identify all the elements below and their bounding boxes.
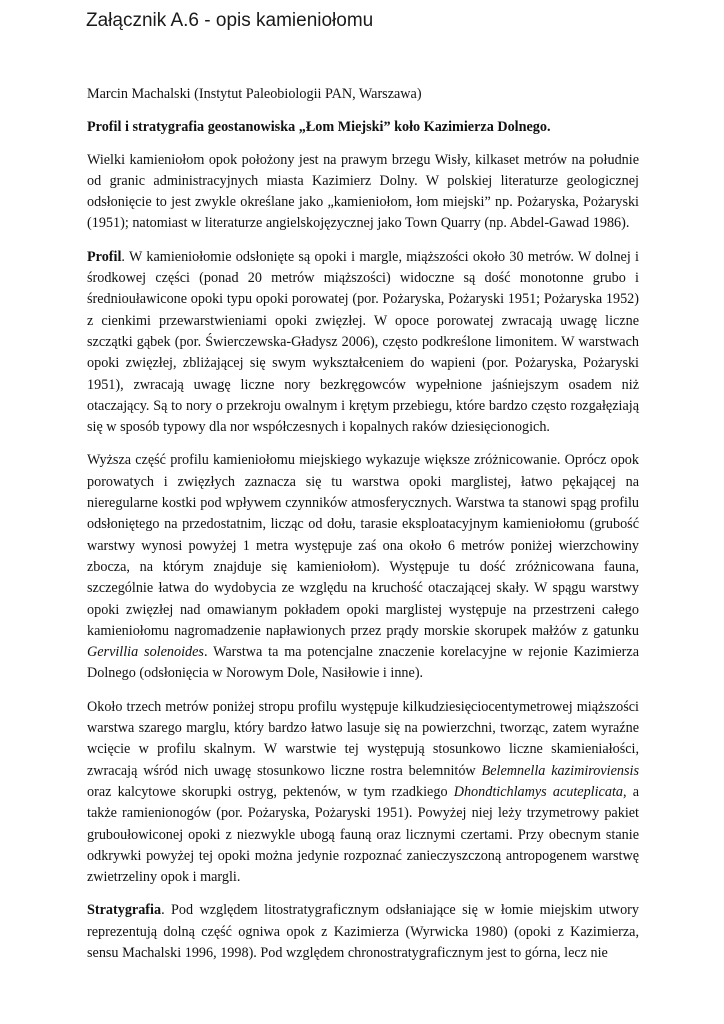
species-name: Dhondtichlamys acuteplicata [453,783,623,800]
paragraph-text: Około trzech metrów poniżej stropu profilu występuje kilkudziesięciocentymetrowej miąższości warstwa szarego marglu, który bardzo łatwo lasuje się na powierzchni, tworząc, zatem wyraźne wcięcie w profilu skalnym. W warstwie tej występują stosunkowo liczne skamieniałości, zwracają wśród nich uwagę stosunkowo liczne rostra belemnitów [87,698,639,779]
document-body [87,84,639,976]
species-name: Belemnella kazimiroviensis [481,762,639,779]
paragraph-marl-layer [87,697,639,889]
paragraph-text: . Warstwa ta ma potencjalne znaczenie korelacyjne w rejonie Kazimierza Dolnego (odsłonięcia w Norowym Dole, Nasiłowie i inne). [87,644,640,682]
paragraph-text: oraz kalcytowe skorupki ostryg, pektenów, w tym rzadkiego [87,783,454,800]
paragraph-upper-profile [87,450,639,684]
species-name: Gervillia solenoides [87,644,204,661]
author-line: Marcin Machalski (Instytut Paleobiologii PAN, Warszawa) [87,86,422,102]
section-lead-stratygrafia: Stratygrafia [87,902,162,919]
paragraph-text: Wyższa część profilu kamieniołomu miejskiego wykazuje większe zróżnicowanie. Oprócz opok porowatych i zwięzłych zaznacza się tu warstwa opoki marglistej, łatwo pękającej na nieregularne kostki pod wpływem czynników atmosferycznych. Warstwa ta stanowi spąg profilu odsłoniętego na przedostatnim, licząc od dołu, tarasie eksploatacyjnym kamieniołomu (grubość warstwy wynosi powyżej 1 metra występuje zaś ona około 6 metrów poniżej wierzchowiny zbocza, na którym znajduje się kamieniołom). Występuje tu dość zróżnicowana fauna, szczególnie łatwa do wydobycia ze względu na kruchość otaczającej skały. W spągu warstwy opoki zwięzłej nad omawianym pokładem opoki marglistej występuje na przestrzeni całego kamieniołomu nagromadzenie napławionych przez prądy morskie skorupek małżów z gatunku [87,452,639,639]
paragraph-profil [87,247,639,439]
section-lead-profil: Profil [87,248,122,265]
appendix-header: Załącznik A.6 - opis kamieniołomu [86,10,374,31]
document-title: Profil i stratygrafia geostanowiska „Łom Miejski” koło Kazimierza Dolnego. [87,119,551,136]
paragraph-text: Wielki kamieniołom opok położony jest na prawym brzegu Wisły, kilkaset metrów na południe od granic administracyjnych miasta Kazimierz Dolny. W polskiej literaturze geologicznej odsłonięcie to jest zwykle określane jako „kamieniołom, łom miejski” np. Pożaryska, Pożaryski (1951); natomiast w literaturze angielskojęzycznej jako Town Quarry (np. Abdel-Gawad 1986). [87,151,639,232]
paragraph-text: . W kamieniołomie odsłonięte są opoki i margle, miąższości około 30 metrów. W dolnej i środkowej części (ponad 20 metrów miąższości) widoczne są dość monotonne grubo i średniouławicone opoki typu opoki porowatej (por. Pożaryska, Pożaryski 1951; Pożaryska 1952) z cienkimi przewarstwieniami opoki zwięzłej. W opoce porowatej zwracają uwagę liczne szczątki gąbek (por. Świerczewska-Gładysz 2006), często podkreślone limonitem. W warstwach opoki zwięzłej, zbliżającej się swym wykształceniem do wapieni (por. Pożaryska, Pożaryski 1951), zwracają uwagę liczne nory bezkręgowców wypełnione jaśniejszym osadem niż otaczający. Są to nory o przekroju owalnym i krętym przebiegu, które bardzo często rozgałęziają się w sposób typowy dla nor współczesnych i kopalnych raków dziesięcionogich. [87,248,639,436]
paragraph-intro [87,150,639,235]
paragraph-text: . Pod względem litostratygraficznym odsłaniające się w łomie miejskim utwory reprezentują dolną część ogniwa opok z Kazimierza (Wyrwicka 1980) (opoki z Kazimierza, sensu Machalski 1996, 1998). Pod względem chronostratygraficznym jest to górna, lecz nie [87,902,639,961]
paragraph-text: , a także ramienionogów (por. Pożaryska, Pożaryski 1951). Powyżej niej leży trzymetrowy pakiet gruboułowiconej opoki z niezwykle ubogą fauną oraz licznymi czertami. Przy obecnym stanie odkrywki powyżej tej opoki można jedynie rozpoznać zanieczyszczoną antropogenem warstwę zwietrzeliny opok i margli. [87,783,639,886]
paragraph-stratygrafia [87,900,639,964]
